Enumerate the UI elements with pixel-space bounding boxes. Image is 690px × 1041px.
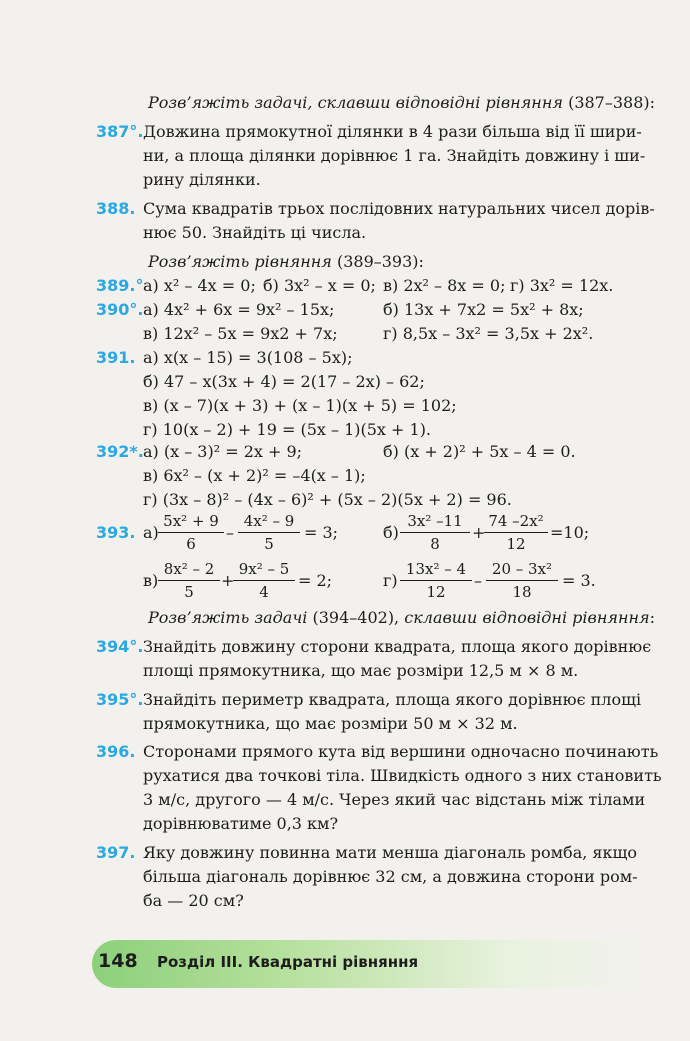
equation-390-c: в) 12x² – 5x = 9x2 + 7x; (143, 324, 338, 343)
equation-390-b: б) 13x + 7x2 = 5x² + 8x; (383, 300, 584, 319)
problem-number-395: 395°. (96, 690, 144, 709)
equation-393-d-fraction-1 (400, 560, 472, 601)
section-intro-389-393 (148, 252, 424, 272)
intro-tail: : (649, 608, 656, 627)
equation-393-c-operator: + (221, 571, 235, 590)
problem-394-line-2: площі прямокутника, що має розміри 12,5 м × 8 м. (143, 661, 579, 680)
equation-392-b: б) (x + 2)² + 5x – 4 = 0. (383, 442, 576, 461)
equation-390-a: а) 4x² + 6x = 9x² – 15x; (143, 300, 335, 319)
problem-number-394: 394°. (96, 637, 144, 656)
equation-393-a-label: а) (143, 523, 159, 542)
problem-number-391: 391. (96, 348, 136, 367)
equation-393-d-label: г) (383, 571, 398, 590)
problem-394-line-1: Знайдіть довжину сторони квадрата, площа якого дорівнює (143, 637, 652, 656)
equation-393-c-fraction-1 (158, 560, 220, 601)
chapter-title: Розділ ІІІ. Квадратні рівняння (157, 953, 419, 971)
denominator: 5 (264, 535, 274, 553)
problem-397-line-2: більша діагональ дорівнює 32 см, а довжина сторони ром- (143, 867, 638, 886)
equation-389-b: б) 3x² – x = 0; (263, 276, 376, 295)
equation-393-b-fraction-1 (400, 512, 470, 553)
denominator: 6 (186, 535, 196, 553)
problem-387-line-2: ни, а площа ділянки дорівнює 1 га. Знайдіть довжину і ши- (143, 146, 646, 165)
equation-391-a: а) x(x – 15) = 3(108 – 5x); (143, 348, 353, 367)
problem-397-line-1: Яку довжину повинна мати менша діагональ ромба, якщо (143, 843, 637, 862)
equation-393-b-fraction-2 (484, 512, 548, 553)
intro-range: (394–402), (307, 608, 405, 627)
denominator: 4 (259, 583, 269, 601)
equation-393-d-rhs: = 3. (562, 571, 596, 590)
equation-391-b: б) 47 – x(3x + 4) = 2(17 – 2x) – 62; (143, 372, 425, 391)
equation-393-b-label: б) (383, 523, 399, 542)
problem-number-397: 397. (96, 843, 136, 862)
page-number: 148 (98, 950, 138, 972)
equation-393-c-label: в) (143, 571, 159, 590)
problem-387-line-3: рину ділянки. (143, 170, 261, 189)
problem-number-388: 388. (96, 199, 136, 218)
numerator: 13x² – 4 (400, 560, 472, 581)
equation-389-a: а) x² – 4x = 0; (143, 276, 256, 295)
equation-393-c-fraction-2 (233, 560, 295, 601)
problem-number-390: 390°. (96, 300, 144, 319)
problem-number-389: 389.° (96, 276, 144, 295)
numerator: 20 – 3x² (486, 560, 558, 581)
denominator: 8 (430, 535, 440, 553)
intro-italic: Розв’яжіть задачі (148, 608, 308, 627)
equation-393-d-operator: – (474, 571, 482, 590)
equation-393-a-fraction-1 (158, 512, 224, 553)
denominator: 12 (426, 583, 446, 601)
numerator: 9x² – 5 (233, 560, 295, 581)
problem-number-393: 393. (96, 523, 136, 542)
problem-387-line-1: Довжина прямокутної ділянки в 4 рази більша від її шири- (143, 122, 642, 141)
equation-392-c: в) 6x² – (x + 2)² = –4(x – 1); (143, 466, 366, 485)
denominator: 5 (184, 583, 194, 601)
equation-392-d: г) (3x – 8)² – (4x – 6)² + (5x – 2)(5x + 2) = 96. (143, 490, 512, 509)
numerator: 5x² + 9 (158, 512, 224, 533)
numerator: 8x² – 2 (158, 560, 220, 581)
problem-388-line-1: Сума квадратів трьох послідовних натуральних чисел дорів- (143, 199, 655, 218)
intro-italic: склавши відповідні рівняння (404, 608, 650, 627)
equation-393-a-rhs: = 3; (304, 523, 339, 542)
intro-range: (387–388): (562, 93, 656, 112)
problem-395-line-1: Знайдіть периметр квадрата, площа якого дорівнює площі (143, 690, 642, 709)
intro-range: (389–393): (331, 252, 424, 271)
problem-396-line-4: дорівнюватиме 0,3 км? (143, 814, 339, 833)
denominator: 18 (512, 583, 532, 601)
denominator: 12 (506, 535, 526, 553)
numerator: 3x² –11 (400, 512, 470, 533)
equation-389-c: в) 2x² – 8x = 0; (383, 276, 506, 295)
equation-391-d: г) 10(x – 2) + 19 = (5x – 1)(5x + 1). (143, 420, 432, 439)
equation-393-a-fraction-2 (238, 512, 300, 553)
problem-395-line-2: прямокутника, що має розміри 50 м × 32 м. (143, 714, 518, 733)
equation-393-b-operator: + (472, 523, 486, 542)
problem-396-line-1: Сторонами прямого кута від вершини одночасно починають (143, 742, 659, 761)
problem-number-392: 392*. (96, 442, 144, 461)
equation-393-c-rhs: = 2; (298, 571, 333, 590)
problem-number-387: 387°. (96, 122, 144, 141)
section-intro-387-388 (148, 93, 655, 113)
equation-390-d: г) 8,5x – 3x² = 3,5x + 2x². (383, 324, 594, 343)
problem-388-line-2: нює 50. Знайдіть ці числа. (143, 223, 367, 242)
equation-392-a: а) (x – 3)² = 2x + 9; (143, 442, 303, 461)
equation-393-a-operator: – (226, 523, 234, 542)
intro-italic: Розв’яжіть рівняння (148, 252, 332, 271)
equation-389-d: г) 3x² = 12x. (510, 276, 614, 295)
numerator: 4x² – 9 (238, 512, 300, 533)
problem-396-line-3: 3 м/с, другого — 4 м/с. Через який час відстань між тілами (143, 790, 646, 809)
problem-397-line-3: ба — 20 см? (143, 891, 244, 910)
equation-393-b-rhs: =10; (550, 523, 590, 542)
numerator: 74 –2x² (484, 512, 548, 533)
intro-italic: Розв’яжіть задачі, склавши відповідні рівняння (148, 93, 563, 112)
equation-393-d-fraction-2 (486, 560, 558, 601)
problem-396-line-2: рухатися два точкові тіла. Швидкість одного з них становить (143, 766, 662, 785)
problem-number-396: 396. (96, 742, 136, 761)
section-intro-394-402 (148, 608, 655, 628)
equation-391-c: в) (x – 7)(x + 3) + (x – 1)(x + 5) = 102; (143, 396, 457, 415)
